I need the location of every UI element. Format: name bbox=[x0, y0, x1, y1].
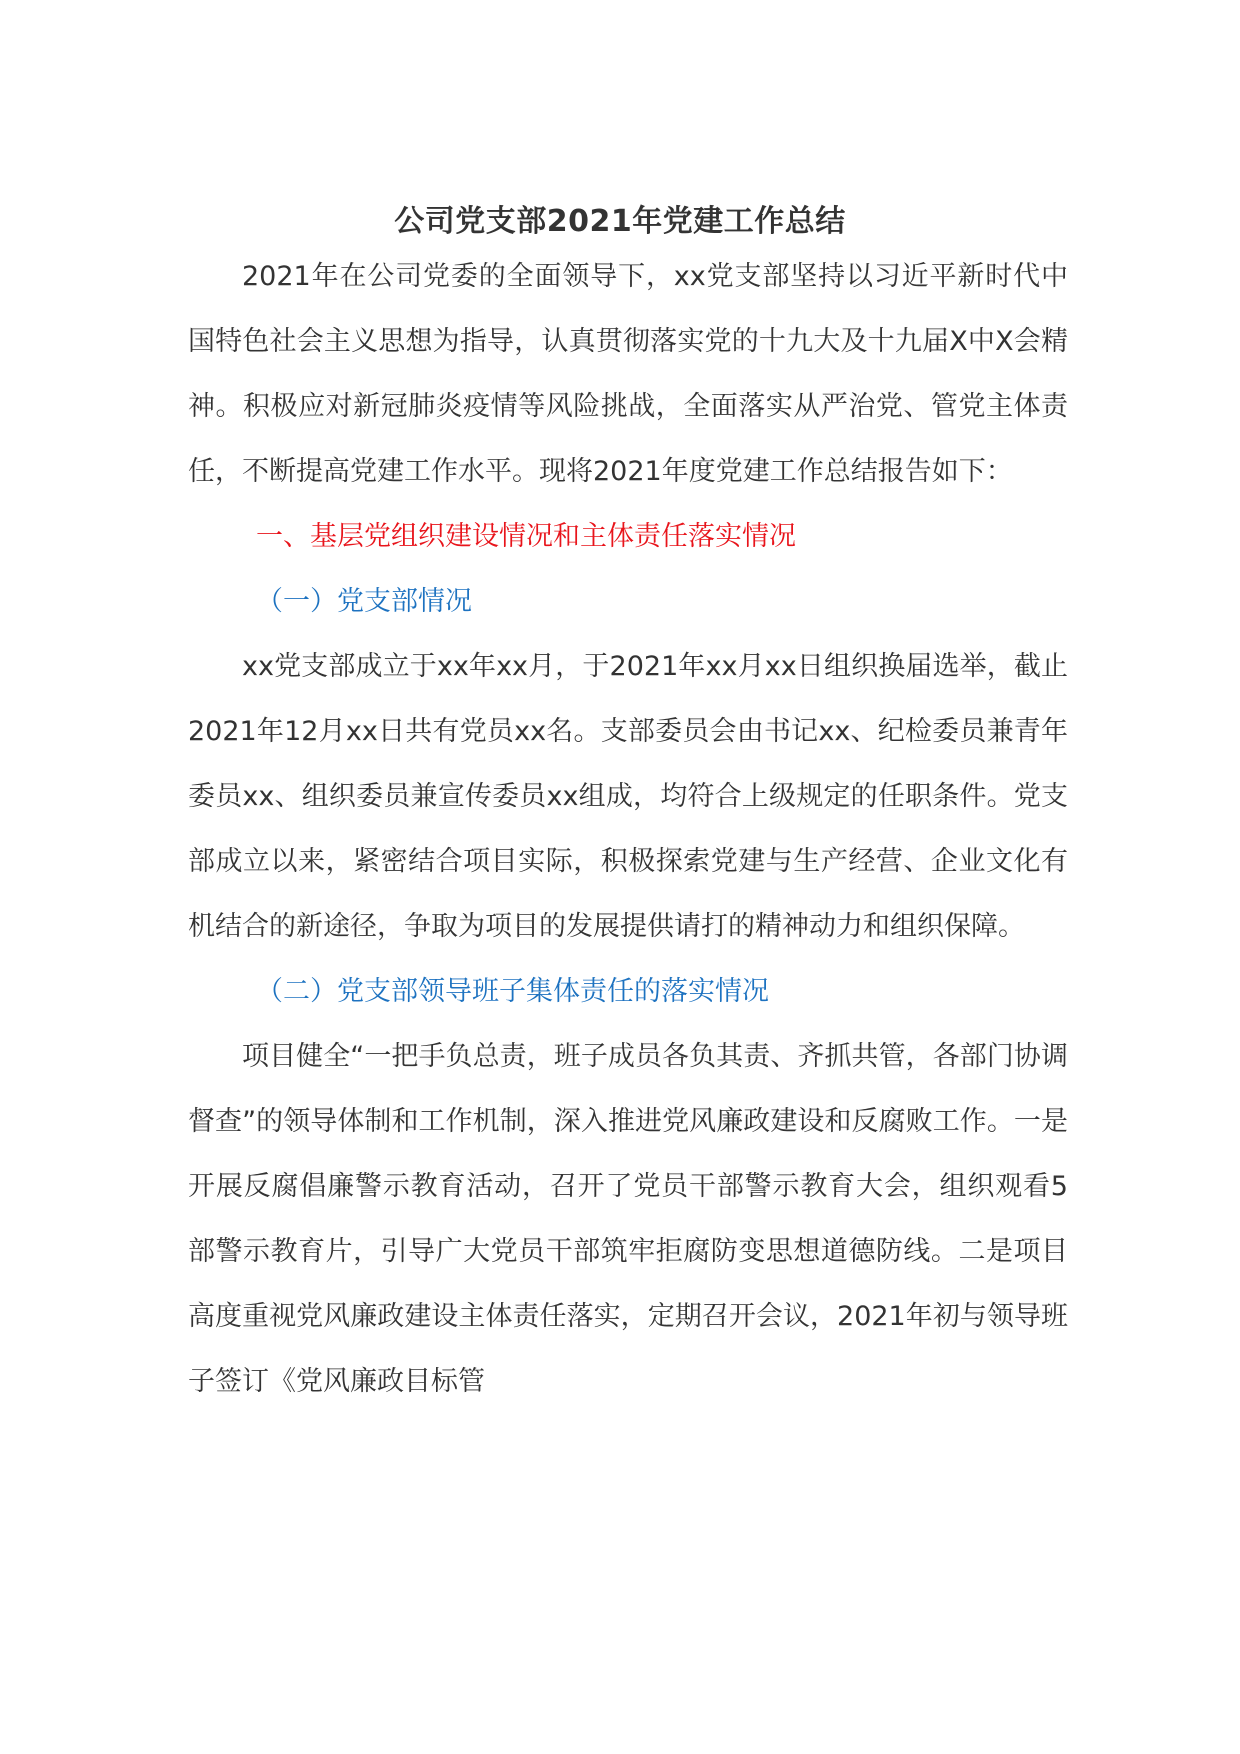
subsection-heading-1: （一）党支部情况 bbox=[256, 586, 472, 617]
subsection-2-paragraph: 项目健全“一把手负总责，班子成员各负其责、齐抓共管，各部门协调督查”的领导体制和工作机制，深入推进党风廉政建设和反腐败工作。一是开展反腐倡廉警示教育活动，召开了党员干部警示教育大会，组织观看5部警示教育片，引导广大党员干部筑牢拒腐防变思想道德防线。二是项目高度重视党风廉政建设主体责任落实，定期召开会议，2021年初与领导班子签订《党风廉政目标管 bbox=[188, 1041, 1068, 1397]
intro-paragraph: 2021年在公司党委的全面领导下，xx党支部坚持以习近平新时代中国特色社会主义思想为指导，认真贯彻落实党的十九大及十九届X中X会精神。积极应对新冠肺炎疫情等风险挑战，全面落实从严治党、管党主体责任，不断提高党建工作水平。现将2021年度党建工作总结报告如下： bbox=[188, 261, 1068, 487]
subsection-heading-2: （二）党支部领导班子集体责任的落实情况 bbox=[256, 976, 769, 1007]
section-heading-1: 一、基层党组织建设情况和主体责任落实情况 bbox=[256, 521, 796, 552]
subsection-1-paragraph: xx党支部成立于xx年xx月，于2021年xx月xx日组织换届选举，截止2021年12月xx日共有党员xx名。支部委员会由书记xx、纪检委员兼青年委员xx、组织委员兼宣传委员xx组成，均符合上级规定的任职条件。党支部成立以来，紧密结合项目实际，积极探索党建与生产经营、企业文化有机结合的新途径，争取为项目的发展提供请打的精神动力和组织保障。 bbox=[188, 651, 1068, 942]
document-title: 公司党支部2021年党建工作总结 bbox=[394, 204, 846, 239]
document-body bbox=[188, 244, 1068, 1414]
